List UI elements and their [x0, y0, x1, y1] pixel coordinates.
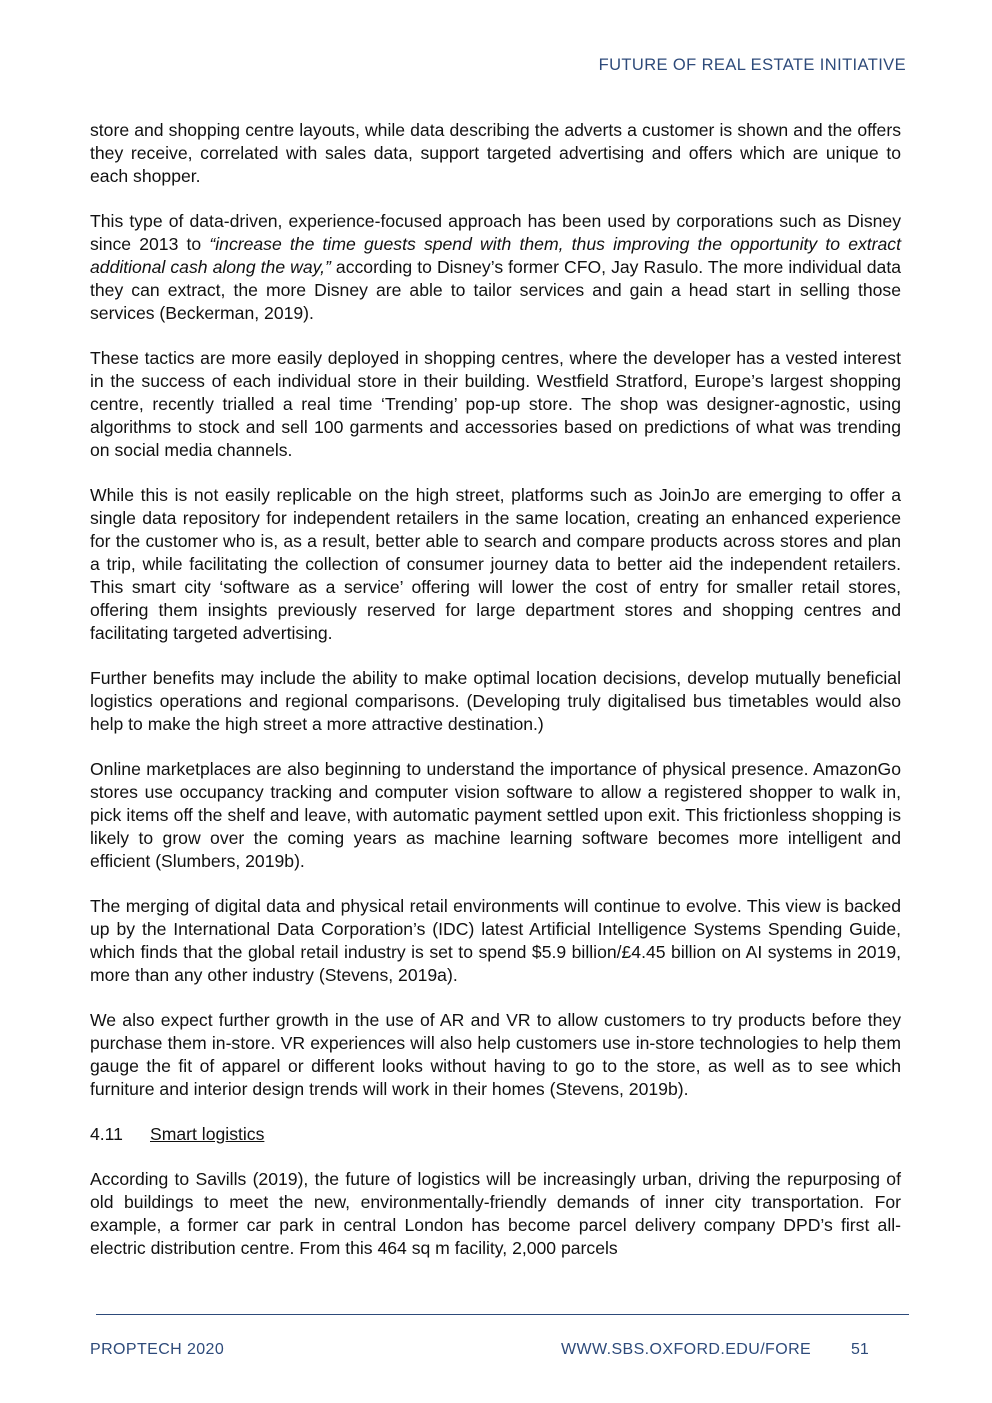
section-title: Smart logistics — [150, 1124, 265, 1144]
paragraph-2-tail: according to Disney’s former CFO, Jay Rasulo. The more individual data they can extract, the more Disney are able to tailor services and gain a head start in selling those services (Beckerman, 2019). — [90, 257, 901, 323]
footer-publication: PROPTECH 2020 — [90, 1341, 225, 1358]
paragraph-2 — [90, 210, 901, 325]
footer-url: WWW.SBS.OXFORD.EDU/FORE — [561, 1341, 812, 1358]
disney-quote: “increase the time guests spend with them, thus improving the opportunity to extract additional cash along the way,” — [90, 234, 901, 277]
paragraph-4: While this is not easily replicable on the high street, platforms such as JoinJo are emerging to offer a single data repository for independent retailers in the same location, creating an enhanced experience for the customer who is, as a result, better able to search and compare products across stores and plan a trip, while facilitating the collection of consumer journey data to better aid the independent retailers. This smart city ‘software as a service’ offering will lower the cost of entry for smaller retail stores, offering them insights previously reserved for large department stores and shopping centres and facilitating targeted advertising. — [90, 485, 901, 643]
page-number: 51 — [851, 1341, 869, 1358]
paragraph-8: We also expect further growth in the use of AR and VR to allow customers to try products before they purchase them in-store. VR experiences will also help customers use in-store technologies to help them gauge the fit of apparel or different looks without having to go to the store, as well as to see which furniture and interior design trends will work in their homes (Stevens, 2019b). — [90, 1010, 901, 1099]
section-number: 4.11 — [90, 1124, 123, 1144]
paragraph-3: These tactics are more easily deployed in shopping centres, where the developer has a vested interest in the success of each individual store in their building. Westfield Stratford, Europe’s largest shopping centre, recently trialled a real time ‘Trending’ pop-up store. The shop was designer-agnostic, using algorithms to stock and sell 100 garments and accessories based on predictions of what was trending on social media channels. — [90, 348, 901, 460]
section-heading — [90, 1123, 901, 1146]
page-body — [90, 119, 901, 1282]
paragraph-6: Online marketplaces are also beginning to understand the importance of physical presence. AmazonGo stores use occupancy tracking and computer vision software to allow a registered shopper to walk in, pick items off the shelf and leave, with automatic payment settled upon exit. This frictionless shopping is likely to grow over the coming years as machine learning software becomes more intelligent and efficient (Slumbers, 2019b). — [90, 759, 901, 871]
paragraph-1: store and shopping centre layouts, while data describing the adverts a customer is shown and the offers they receive, correlated with sales data, support targeted advertising and offers which are unique to each shopper. — [90, 120, 901, 186]
running-header: FUTURE OF REAL ESTATE INITIATIVE — [598, 56, 906, 74]
paragraph-2-lead: This type of data-driven, experience-focused approach has been used by corporations such as Disney since 2013 to — [90, 211, 901, 254]
paragraph-7: The merging of digital data and physical retail environments will continue to evolve. This view is backed up by the International Data Corporation’s (IDC) latest Artificial Intelligence Systems Spending Guide, which finds that the global retail industry is set to spend $5.9 billion/£4.45 billion on AI systems in 2019, more than any other industry (Stevens, 2019a). — [90, 896, 901, 985]
paragraph-9: According to Savills (2019), the future of logistics will be increasingly urban, driving the repurposing of old buildings to meet the new, environmentally-friendly demands of inner city transportation. For example, a former car park in central London has become parcel delivery company DPD’s first all-electric distribution centre. From this 464 sq m facility, 2,000 parcels — [90, 1169, 901, 1258]
footer-divider — [96, 1314, 909, 1315]
paragraph-5: Further benefits may include the ability to make optimal location decisions, develop mutually beneficial logistics operations and regional comparisons. (Developing truly digitalised bus timetables would also help to make the high street a more attractive destination.) — [90, 668, 901, 734]
